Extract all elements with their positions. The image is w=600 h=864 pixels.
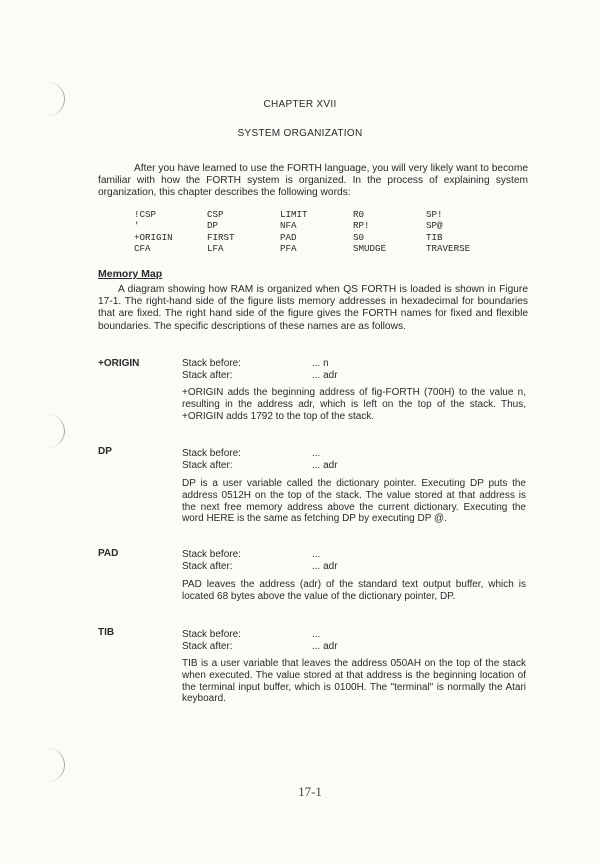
word-list-cell: PAD — [280, 231, 297, 243]
entry-description: TIB is a user variable that leaves the address 050AH on the top of the stack when executed. The value stored at that address is the beginning location of the terminal input buffer, which is 0100H. The "terminal" is normally the Atari keyboard. — [182, 658, 526, 705]
stack-effect — [182, 549, 338, 572]
word-list-cell: ' — [134, 220, 140, 232]
word-list-cell: LIMIT — [280, 209, 308, 220]
stack-before-value: ... — [312, 448, 321, 459]
stack-after-label: Stack after: — [182, 369, 233, 381]
word-list-cell: +ORIGIN — [134, 231, 173, 243]
entry-name: DP — [98, 446, 112, 457]
word-list-cell: FIRST — [207, 231, 235, 243]
stack-after-value: ... adr — [312, 560, 338, 572]
stack-after-label: Stack after: — [182, 459, 233, 471]
intro-paragraph: After you have learned to use the FORTH language, you will very likely want to become familiar with how the FORTH system is organized. In the process of explaining system organization, this chapter describes the following words: — [98, 163, 528, 199]
word-list-row — [134, 220, 499, 231]
word-list-cell: PFA — [280, 242, 297, 254]
stack-after-label: Stack after: — [182, 560, 233, 572]
word-list-cell: DP — [207, 220, 219, 232]
word-list-cell: LFA — [207, 242, 224, 254]
word-list-cell: SP! — [426, 209, 443, 220]
word-list-cell: RP! — [353, 220, 370, 232]
binder-hole-mark — [30, 414, 65, 448]
entry-description: +ORIGIN adds the beginning address of fig-FORTH (700H) to the value n, resulting in the address adr, which is left on the top of the stack. Thus, +ORIGIN adds 1792 to the top of the stack. — [182, 387, 526, 422]
memory-map-paragraph: A diagram showing how RAM is organized when QS FORTH is loaded is shown in Figure 17-1. The right-hand side of the figure lists memory addresses in hexadecimal for boundaries that are fixed. The right hand side of the figure gives the FORTH names for fixed and flexible boundaries. The specific descriptions of these names are as follows. — [98, 284, 528, 332]
word-list-row — [134, 209, 499, 220]
stack-before-label: Stack before: — [182, 448, 241, 459]
stack-after-label: Stack after: — [182, 640, 233, 652]
entry-description: PAD leaves the address (adr) of the standard text output buffer, which is located 68 bytes above the value of the dictionary pointer, DP. — [182, 579, 526, 602]
word-list-cell: TRAVERSE — [426, 242, 471, 254]
entry-description: DP is a user variable called the dictionary pointer. Executing DP puts the address 0512H on the top of the stack. The value stored at that address is the next free memory address above the current dictionary. Executing the word HERE is the same as fetching DP by executing DP @. — [182, 478, 526, 525]
word-list-cell: !CSP — [134, 209, 157, 220]
chapter-subtitle: SYSTEM ORGANIZATION — [237, 128, 363, 139]
word-list-row — [134, 243, 499, 254]
word-list-cell: SP@ — [426, 220, 443, 232]
stack-effect — [182, 629, 338, 652]
entry-name: PAD — [98, 548, 119, 559]
section-heading: Memory Map — [98, 268, 163, 280]
stack-after-value: ... adr — [312, 369, 338, 381]
entry-name: +ORIGIN — [98, 358, 140, 369]
stack-before-value: ... n — [312, 358, 329, 369]
stack-after-value: ... adr — [312, 459, 338, 471]
word-list-cell: TIB — [426, 231, 443, 243]
stack-before-label: Stack before: — [182, 629, 241, 640]
binder-hole-mark — [30, 748, 65, 782]
word-list-row — [134, 232, 499, 243]
word-list-cell: CFA — [134, 242, 151, 254]
stack-before-label: Stack before: — [182, 358, 241, 369]
word-list-cell: SMUDGE — [353, 242, 387, 254]
stack-before-value: ... — [312, 629, 321, 640]
entry-name: TIB — [98, 627, 115, 638]
stack-after-value: ... adr — [312, 640, 338, 652]
stack-effect — [182, 448, 338, 471]
word-list-cell: NFA — [280, 220, 297, 232]
page-number: 17-1 — [298, 784, 322, 799]
word-list-cell: CSP — [207, 209, 224, 220]
word-list-cell: S0 — [353, 231, 365, 243]
word-list-cell: R0 — [353, 209, 365, 220]
chapter-title: CHAPTER XVII — [263, 99, 337, 110]
stack-before-label: Stack before: — [182, 549, 241, 560]
stack-effect — [182, 358, 338, 381]
word-list-table — [134, 209, 499, 254]
stack-before-value: ... — [312, 549, 321, 560]
